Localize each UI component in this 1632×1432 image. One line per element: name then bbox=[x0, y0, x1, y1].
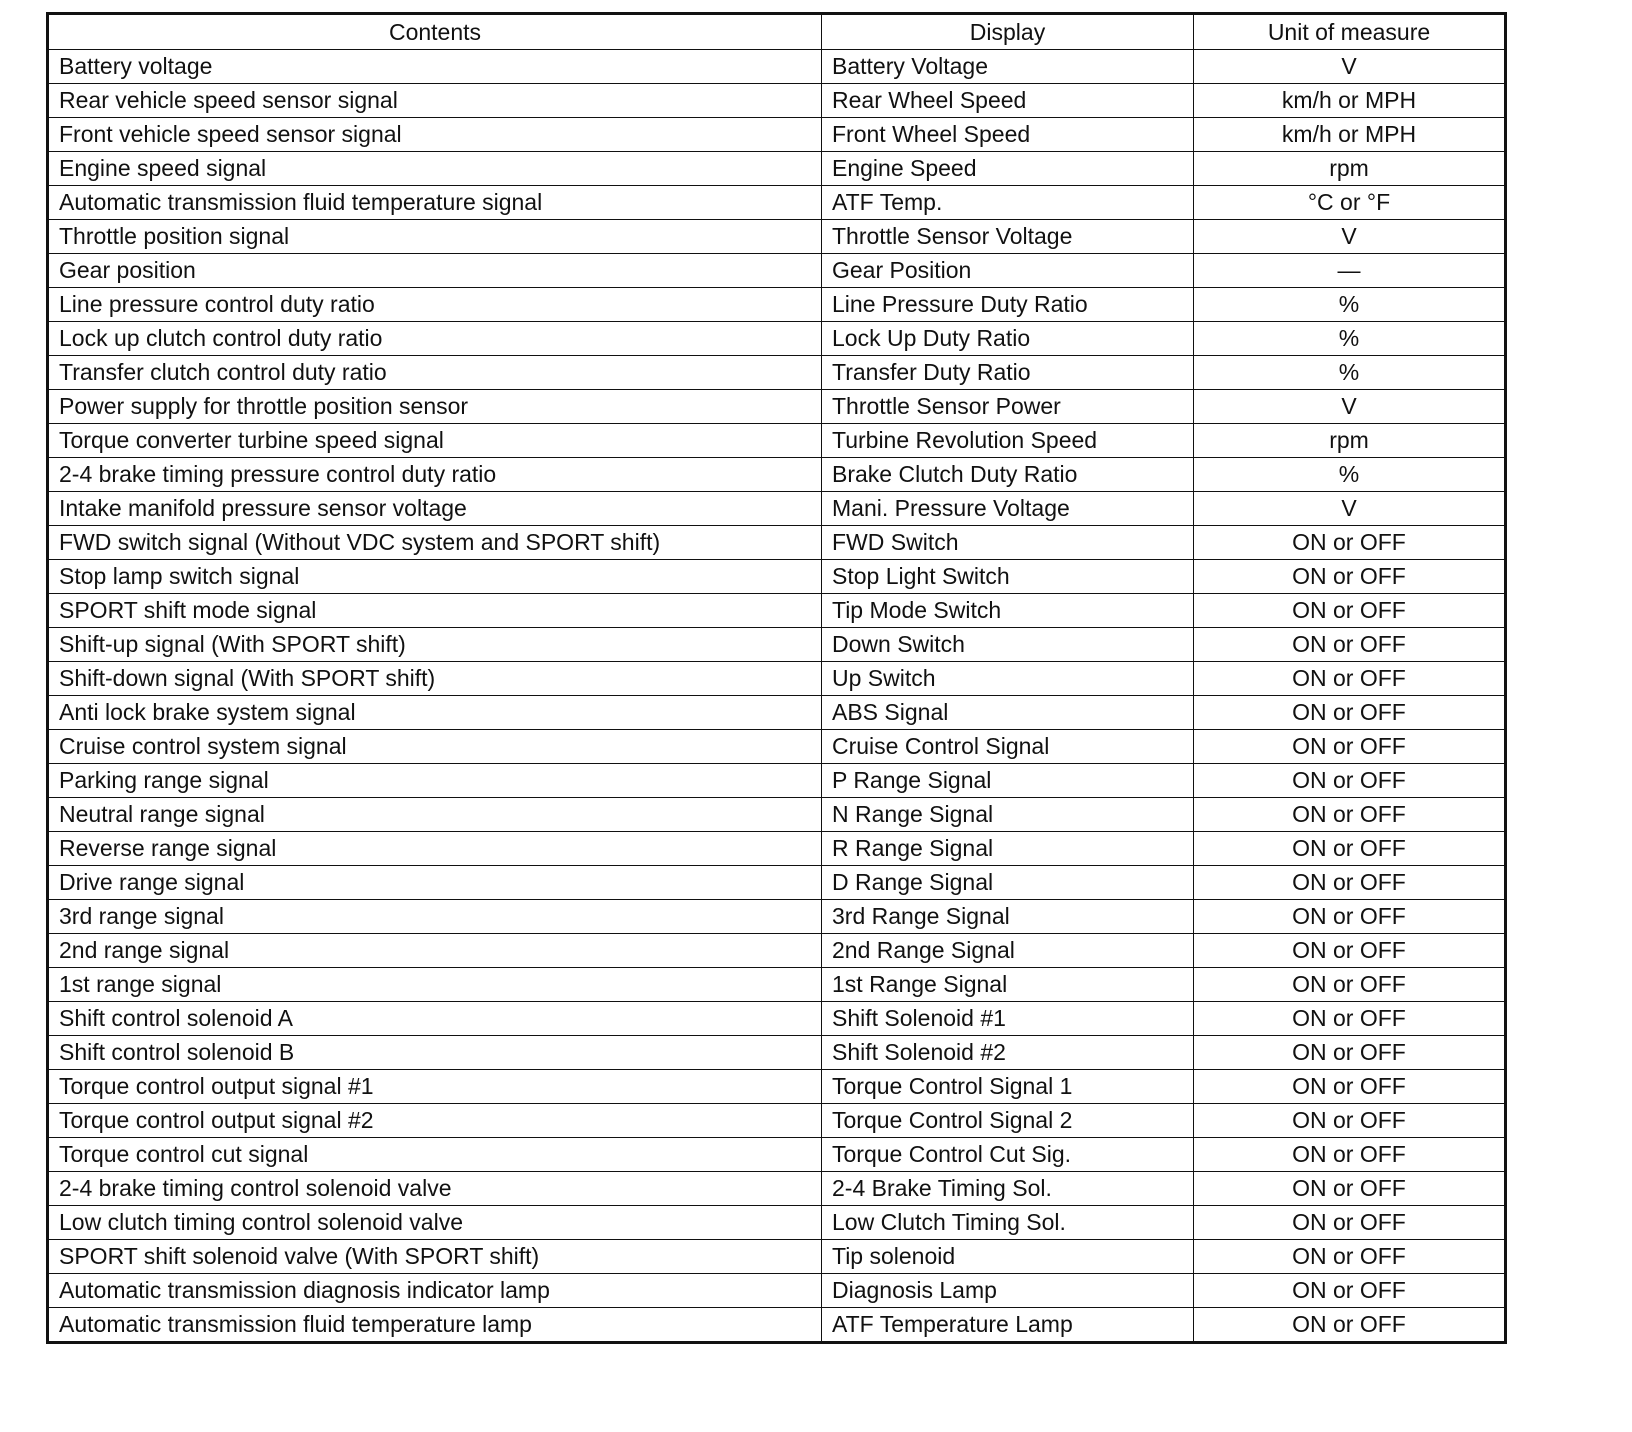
cell-display: Throttle Sensor Voltage bbox=[822, 220, 1194, 254]
cell-contents: Neutral range signal bbox=[48, 798, 822, 832]
table-row bbox=[48, 84, 1506, 118]
cell-unit: ON or OFF bbox=[1194, 1240, 1506, 1274]
cell-display: Down Switch bbox=[822, 628, 1194, 662]
cell-unit: % bbox=[1194, 288, 1506, 322]
cell-display: Up Switch bbox=[822, 662, 1194, 696]
cell-display: Throttle Sensor Power bbox=[822, 390, 1194, 424]
table-row bbox=[48, 254, 1506, 288]
cell-display: Front Wheel Speed bbox=[822, 118, 1194, 152]
cell-unit: ON or OFF bbox=[1194, 866, 1506, 900]
table-row bbox=[48, 900, 1506, 934]
cell-contents: Automatic transmission fluid temperature lamp bbox=[48, 1308, 822, 1343]
cell-display: Cruise Control Signal bbox=[822, 730, 1194, 764]
cell-display: Battery Voltage bbox=[822, 50, 1194, 84]
cell-unit: ON or OFF bbox=[1194, 1172, 1506, 1206]
cell-contents: Shift control solenoid B bbox=[48, 1036, 822, 1070]
cell-unit: rpm bbox=[1194, 424, 1506, 458]
cell-contents: Front vehicle speed sensor signal bbox=[48, 118, 822, 152]
cell-display: Rear Wheel Speed bbox=[822, 84, 1194, 118]
cell-unit: ON or OFF bbox=[1194, 1070, 1506, 1104]
cell-contents: Throttle position signal bbox=[48, 220, 822, 254]
cell-unit: ON or OFF bbox=[1194, 900, 1506, 934]
cell-unit: % bbox=[1194, 458, 1506, 492]
cell-contents: Reverse range signal bbox=[48, 832, 822, 866]
table-row bbox=[48, 798, 1506, 832]
cell-unit: ON or OFF bbox=[1194, 1002, 1506, 1036]
cell-contents: Gear position bbox=[48, 254, 822, 288]
header-unit-of-measure: Unit of measure bbox=[1194, 14, 1506, 50]
cell-contents: Automatic transmission diagnosis indicator lamp bbox=[48, 1274, 822, 1308]
table-row bbox=[48, 832, 1506, 866]
cell-contents: 1st range signal bbox=[48, 968, 822, 1002]
table-row bbox=[48, 458, 1506, 492]
table-row bbox=[48, 152, 1506, 186]
cell-display: 1st Range Signal bbox=[822, 968, 1194, 1002]
cell-unit: % bbox=[1194, 322, 1506, 356]
cell-contents: Lock up clutch control duty ratio bbox=[48, 322, 822, 356]
cell-display: Engine Speed bbox=[822, 152, 1194, 186]
cell-display: Tip solenoid bbox=[822, 1240, 1194, 1274]
table-row bbox=[48, 1138, 1506, 1172]
table-row bbox=[48, 764, 1506, 798]
cell-unit: ON or OFF bbox=[1194, 1036, 1506, 1070]
cell-display: Torque Control Cut Sig. bbox=[822, 1138, 1194, 1172]
table-row bbox=[48, 1172, 1506, 1206]
cell-contents: 2-4 brake timing control solenoid valve bbox=[48, 1172, 822, 1206]
cell-display: ATF Temp. bbox=[822, 186, 1194, 220]
table-row bbox=[48, 186, 1506, 220]
cell-contents: Battery voltage bbox=[48, 50, 822, 84]
cell-display: 3rd Range Signal bbox=[822, 900, 1194, 934]
cell-unit: ON or OFF bbox=[1194, 1308, 1506, 1343]
table-row bbox=[48, 866, 1506, 900]
header-contents: Contents bbox=[48, 14, 822, 50]
cell-display: Low Clutch Timing Sol. bbox=[822, 1206, 1194, 1240]
table-row bbox=[48, 628, 1506, 662]
cell-display: Lock Up Duty Ratio bbox=[822, 322, 1194, 356]
cell-contents: Intake manifold pressure sensor voltage bbox=[48, 492, 822, 526]
cell-unit: V bbox=[1194, 492, 1506, 526]
table-row bbox=[48, 50, 1506, 84]
cell-display: 2-4 Brake Timing Sol. bbox=[822, 1172, 1194, 1206]
table-row bbox=[48, 730, 1506, 764]
cell-display: D Range Signal bbox=[822, 866, 1194, 900]
table-row bbox=[48, 1036, 1506, 1070]
cell-unit: ON or OFF bbox=[1194, 526, 1506, 560]
table-row bbox=[48, 526, 1506, 560]
cell-contents: Drive range signal bbox=[48, 866, 822, 900]
table-row bbox=[48, 1070, 1506, 1104]
table-body bbox=[48, 50, 1506, 1343]
cell-contents: Transfer clutch control duty ratio bbox=[48, 356, 822, 390]
cell-contents: Rear vehicle speed sensor signal bbox=[48, 84, 822, 118]
cell-display: P Range Signal bbox=[822, 764, 1194, 798]
cell-contents: Shift control solenoid A bbox=[48, 1002, 822, 1036]
cell-display: R Range Signal bbox=[822, 832, 1194, 866]
cell-contents: Shift-down signal (With SPORT shift) bbox=[48, 662, 822, 696]
cell-display: Brake Clutch Duty Ratio bbox=[822, 458, 1194, 492]
cell-display: Stop Light Switch bbox=[822, 560, 1194, 594]
header-display: Display bbox=[822, 14, 1194, 50]
cell-contents: Torque control output signal #2 bbox=[48, 1104, 822, 1138]
cell-contents: 2nd range signal bbox=[48, 934, 822, 968]
table-header bbox=[48, 14, 1506, 50]
cell-display: Torque Control Signal 1 bbox=[822, 1070, 1194, 1104]
table-row bbox=[48, 356, 1506, 390]
table-row bbox=[48, 424, 1506, 458]
cell-unit: ON or OFF bbox=[1194, 1104, 1506, 1138]
cell-display: ATF Temperature Lamp bbox=[822, 1308, 1194, 1343]
cell-unit: ON or OFF bbox=[1194, 1138, 1506, 1172]
cell-display: Turbine Revolution Speed bbox=[822, 424, 1194, 458]
cell-display: Line Pressure Duty Ratio bbox=[822, 288, 1194, 322]
cell-display: 2nd Range Signal bbox=[822, 934, 1194, 968]
cell-display: Transfer Duty Ratio bbox=[822, 356, 1194, 390]
cell-unit: km/h or MPH bbox=[1194, 118, 1506, 152]
table-row bbox=[48, 594, 1506, 628]
cell-contents: Torque converter turbine speed signal bbox=[48, 424, 822, 458]
table-row bbox=[48, 288, 1506, 322]
cell-contents: 3rd range signal bbox=[48, 900, 822, 934]
cell-contents: Shift-up signal (With SPORT shift) bbox=[48, 628, 822, 662]
cell-unit: rpm bbox=[1194, 152, 1506, 186]
cell-unit: ON or OFF bbox=[1194, 730, 1506, 764]
cell-unit: ON or OFF bbox=[1194, 1206, 1506, 1240]
table-row bbox=[48, 118, 1506, 152]
cell-unit: °C or °F bbox=[1194, 186, 1506, 220]
table-row bbox=[48, 1104, 1506, 1138]
parameter-table bbox=[46, 12, 1507, 1344]
header-row bbox=[48, 14, 1506, 50]
cell-display: FWD Switch bbox=[822, 526, 1194, 560]
table-row bbox=[48, 968, 1506, 1002]
table-row bbox=[48, 322, 1506, 356]
cell-display: Gear Position bbox=[822, 254, 1194, 288]
table-row bbox=[48, 220, 1506, 254]
table-row bbox=[48, 390, 1506, 424]
cell-contents: Low clutch timing control solenoid valve bbox=[48, 1206, 822, 1240]
table-row bbox=[48, 934, 1506, 968]
cell-display: Diagnosis Lamp bbox=[822, 1274, 1194, 1308]
cell-contents: SPORT shift solenoid valve (With SPORT shift) bbox=[48, 1240, 822, 1274]
cell-unit: ON or OFF bbox=[1194, 764, 1506, 798]
cell-contents: Power supply for throttle position sensor bbox=[48, 390, 822, 424]
cell-display: Tip Mode Switch bbox=[822, 594, 1194, 628]
table-row bbox=[48, 1240, 1506, 1274]
cell-contents: SPORT shift mode signal bbox=[48, 594, 822, 628]
cell-unit: ON or OFF bbox=[1194, 628, 1506, 662]
cell-unit: ON or OFF bbox=[1194, 968, 1506, 1002]
cell-contents: Anti lock brake system signal bbox=[48, 696, 822, 730]
cell-contents: Torque control output signal #1 bbox=[48, 1070, 822, 1104]
cell-unit: km/h or MPH bbox=[1194, 84, 1506, 118]
cell-contents: Parking range signal bbox=[48, 764, 822, 798]
cell-display: Torque Control Signal 2 bbox=[822, 1104, 1194, 1138]
table-row bbox=[48, 1274, 1506, 1308]
cell-unit: % bbox=[1194, 356, 1506, 390]
cell-unit: ON or OFF bbox=[1194, 798, 1506, 832]
cell-unit: ON or OFF bbox=[1194, 696, 1506, 730]
cell-display: Mani. Pressure Voltage bbox=[822, 492, 1194, 526]
cell-contents: Line pressure control duty ratio bbox=[48, 288, 822, 322]
cell-unit: ON or OFF bbox=[1194, 934, 1506, 968]
table-row bbox=[48, 1002, 1506, 1036]
table-row bbox=[48, 1308, 1506, 1343]
cell-unit: — bbox=[1194, 254, 1506, 288]
table-row bbox=[48, 492, 1506, 526]
cell-contents: 2-4 brake timing pressure control duty ratio bbox=[48, 458, 822, 492]
parameter-table-container bbox=[46, 12, 1504, 1344]
cell-contents: Engine speed signal bbox=[48, 152, 822, 186]
cell-unit: V bbox=[1194, 50, 1506, 84]
cell-unit: ON or OFF bbox=[1194, 832, 1506, 866]
cell-unit: ON or OFF bbox=[1194, 594, 1506, 628]
cell-unit: ON or OFF bbox=[1194, 560, 1506, 594]
table-row bbox=[48, 560, 1506, 594]
cell-display: Shift Solenoid #1 bbox=[822, 1002, 1194, 1036]
cell-contents: Cruise control system signal bbox=[48, 730, 822, 764]
cell-display: N Range Signal bbox=[822, 798, 1194, 832]
cell-unit: V bbox=[1194, 220, 1506, 254]
cell-display: ABS Signal bbox=[822, 696, 1194, 730]
table-row bbox=[48, 1206, 1506, 1240]
cell-contents: Torque control cut signal bbox=[48, 1138, 822, 1172]
table-row bbox=[48, 662, 1506, 696]
cell-unit: ON or OFF bbox=[1194, 662, 1506, 696]
cell-display: Shift Solenoid #2 bbox=[822, 1036, 1194, 1070]
table-row bbox=[48, 696, 1506, 730]
cell-unit: ON or OFF bbox=[1194, 1274, 1506, 1308]
cell-contents: Automatic transmission fluid temperature signal bbox=[48, 186, 822, 220]
cell-unit: V bbox=[1194, 390, 1506, 424]
cell-contents: FWD switch signal (Without VDC system and SPORT shift) bbox=[48, 526, 822, 560]
cell-contents: Stop lamp switch signal bbox=[48, 560, 822, 594]
